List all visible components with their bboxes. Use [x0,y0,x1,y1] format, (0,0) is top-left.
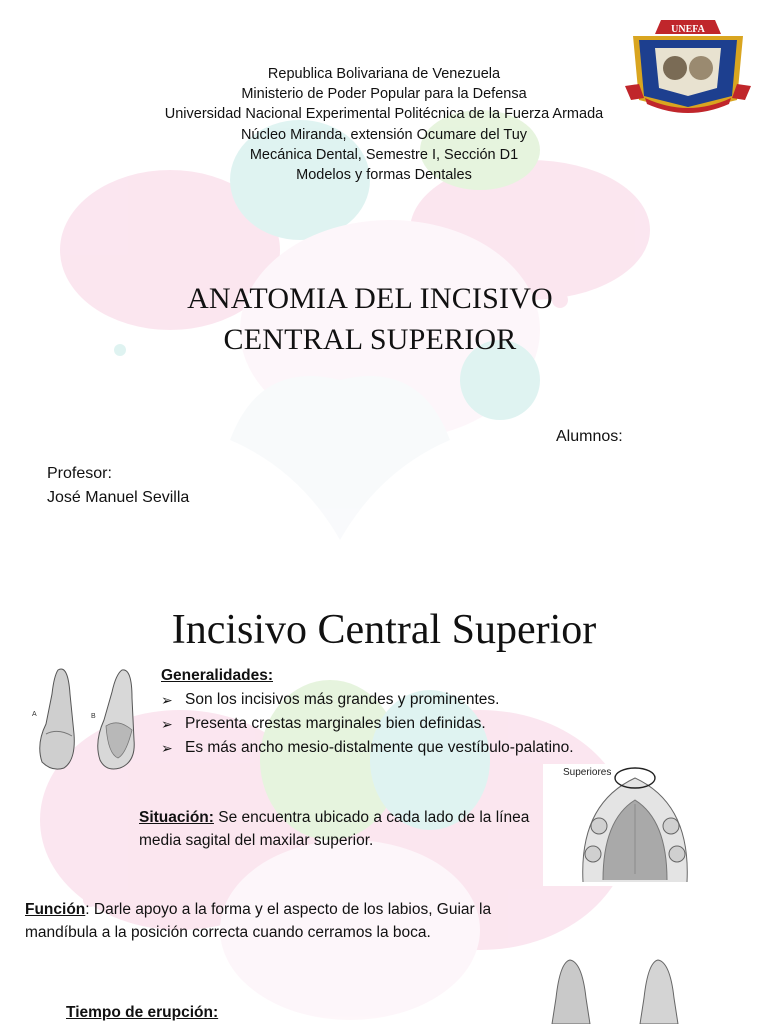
alumnos-label: Alumnos: [556,428,623,445]
incisor-illustration [24,664,144,776]
figure-label-a: A [32,711,37,718]
profesor-block [47,462,189,510]
header-line: Mecánica Dental, Semestre I, Sección D1 [249,146,519,163]
tiempo-erupcion-heading: Tiempo de erupción: [66,1004,219,1021]
list-item: ➢ Son los incisivos más grandes y prominentes. [161,688,574,712]
funcion-label: Función [25,901,86,918]
generalidades-heading: Generalidades: [161,667,273,684]
list-item: ➢ Es más ancho mesio-distalmente que vestíbulo-palatino. [161,736,574,760]
funcion-text: : Darle apoyo a la forma y el aspecto de los labios, Guiar la mandíbula a la posición correcta cuando cerramos la boca. [25,901,492,941]
funcion-section [25,898,545,944]
situacion-section [139,806,539,852]
header-line: Universidad Nacional Experimental Politécnica de la Fuerza Armada [164,106,604,123]
header-line: Republica Bolivariana de Venezuela [267,66,501,82]
incisor-crowns-illustration [536,958,716,1024]
header-line: Núcleo Miranda, extensión Ocumare del Tuy [240,126,528,143]
header-line: Modelos y formas Dentales [296,167,472,184]
situacion-text: Se encuentra ubicado a cada lado de la línea media sagital del maxilar superior. [139,809,530,849]
maxillary-arch-illustration [543,764,727,886]
profesor-name: José Manuel Sevilla [47,489,190,506]
figure-label-b: B [91,713,96,720]
arch-label: Superiores [563,767,612,778]
title-line: CENTRAL SUPERIOR [223,323,517,356]
generalidades-section [161,664,574,760]
slide-title: Incisivo Central Superior [171,607,597,653]
situacion-label: Situación: [139,809,214,826]
profesor-label: Profesor: [47,465,112,482]
generalidades-list [161,688,574,760]
header-line: Ministerio de Poder Popular para la Defensa [241,86,527,103]
institution-header [0,64,768,185]
title-line: ANATOMIA DEL INCISIVO [187,282,553,315]
page-title [0,278,740,360]
seal-banner-text: UNEFA [671,24,705,35]
list-item: ➢ Presenta crestas marginales bien definidas. [161,712,574,736]
